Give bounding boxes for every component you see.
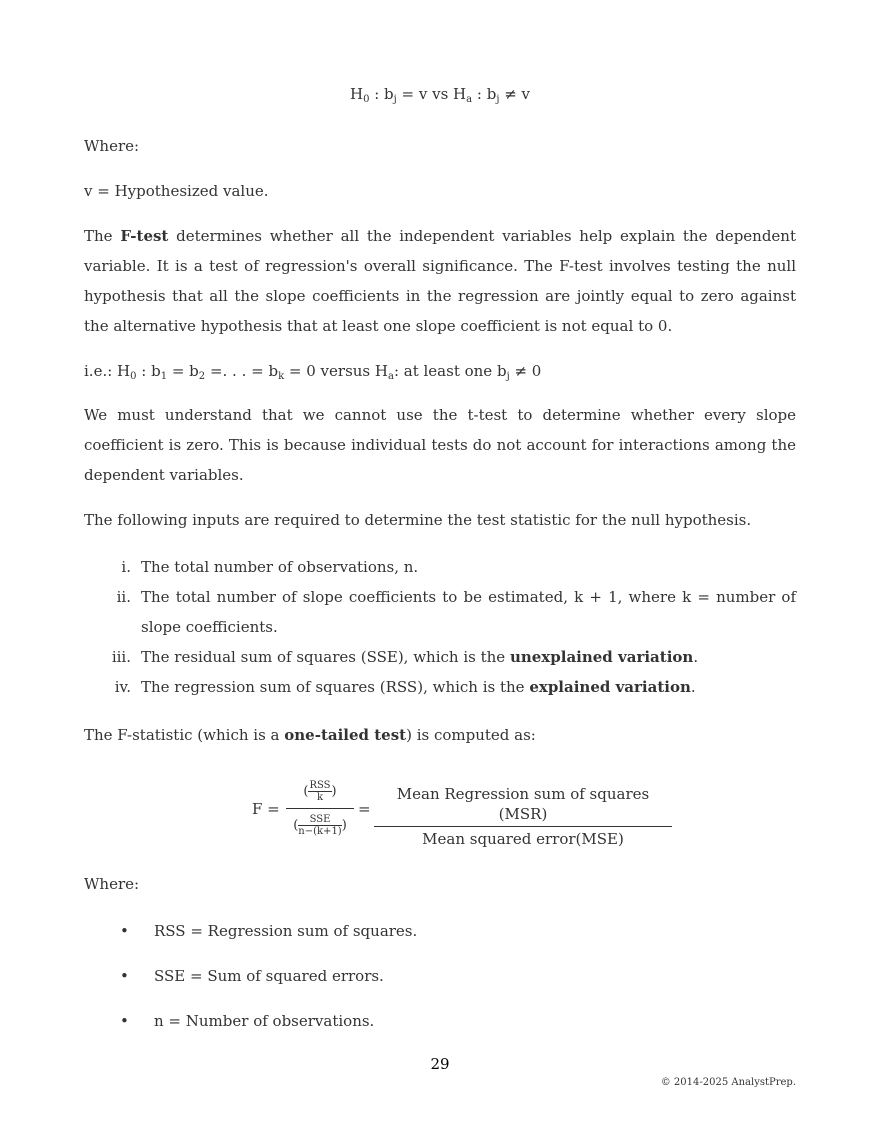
inputs-list <box>84 552 796 702</box>
ftest-term: F-test <box>120 227 169 245</box>
ttest-paragraph: We must understand that we cannot use the t-test to determine whether every slope coefficient is zero. This is because individual tests do not account for interactions among the dependent variables. <box>84 406 796 484</box>
msr-mse-fraction: Mean Regression sum of squares (MSR) Mean squared error(MSE) <box>374 784 672 849</box>
inputs-intro: The following inputs are required to determine the test statistic for the null hypothesis. <box>84 511 752 529</box>
page-number: 29 <box>430 1055 450 1073</box>
bullet-icon: • <box>120 967 129 985</box>
fstat-intro: The F-statistic (which is a one-tailed test) is computed as: <box>84 726 536 744</box>
explained-variation-term: explained variation <box>529 678 691 696</box>
list-item: iii. The residual sum of squares (SSE), which is the unexplained variation. <box>111 648 699 666</box>
copyright-notice: © 2014-2025 AnalystPrep. <box>660 1077 796 1088</box>
hypothesis-equation: $H_0$ : $b_j = v$ vs $H_a$ : $b_j \ne v$ <box>349 85 531 105</box>
v-definition: v = Hypothesized value. <box>84 182 269 200</box>
bullet-icon: • <box>120 1012 129 1030</box>
unexplained-variation-term: unexplained variation <box>509 648 694 666</box>
where-label: Where: <box>84 137 140 155</box>
bullet-icon: • <box>120 922 129 940</box>
list-item: i. The total number of observations, n. <box>121 558 419 576</box>
one-tailed-test-term: one-tailed test <box>284 726 407 744</box>
where-label: Where: <box>84 875 140 893</box>
list-item: iv. The regression sum of squares (RSS), which is the explained variation. <box>114 678 696 696</box>
ie-hypothesis-line: i.e.: $H_0$ : $b_1 = b_2$ =. . . = $b_k = 0$ versus $H_a$: at least one $b_j \ne 0$ <box>84 362 542 382</box>
f-statistic-formula: F = ( $\frac{\text{RSS}}{k}$ ) ( $\frac{\text{SSE}}{n-(k+1)}$ ) = Mean Regression sum of squares (MSR) Mean squared error(MSE) <box>252 778 682 844</box>
ftest-paragraph: The F-test determines whether all the independent variables help explain the dependent variable. It is a test of regression's overall significance. The F-test involves testing the null hypothesis that all the slope coefficients in the regression are jointly equal to zero against the alternative hypothesis that at least one slope coefficient is not equal to 0. <box>84 227 796 335</box>
document-page: $H_0$ : $b_j = v$ vs $H_a$ : $b_j \ne v$ Where: v = Hypothesized value. The F-test determines whether all the independent variables help explain the dependent variable. It is a test of regression's overall significance. The F-test involves testing the null hypothesis that all the slope coefficients in the regression are jointly equal to zero against the alternative hypothesis that at least one slope coefficient is not equal to 0. i.e.: $H_0$ : $b_1 = b_2$ =. . . = $b_k = 0$ versus $H_a$: at least one $b_j \ne 0$ We must understand that we cannot use the t-test to determine whether every slope coefficient is zero. This is because individual tests do not account for interactions among the dependent variables. The following inputs are required to determine the test statistic for the null hypothesis. i. The total number of observations, n. ii. The total number of slope coefficients to be estimated, k + 1, where k = number of slope coefficients. iii. The residual sum of squares (SSE), which is the unexplained variation. iv. The regression sum of squares (RSS), which is the explained variation. The F-statistic (which is a one-tailed test) is computed as: F = ( $\frac{\text{RSS}}{k}$ ) ( $\frac{\text{SSE}}{n-(k+1)}$ ) = Mean Regression sum of squares (MSR) Mean squared error(MSE) Where: • RSS = Regression sum of squares. • SSE = Sum of squared errors. • n = Number of observations. 29 © 2014-2025 AnalystPrep. <box>0 0 880 1139</box>
list-item: ii. The total number of slope coefficients to be estimated, k + 1, where k = number of slope coefficients. <box>116 588 796 636</box>
